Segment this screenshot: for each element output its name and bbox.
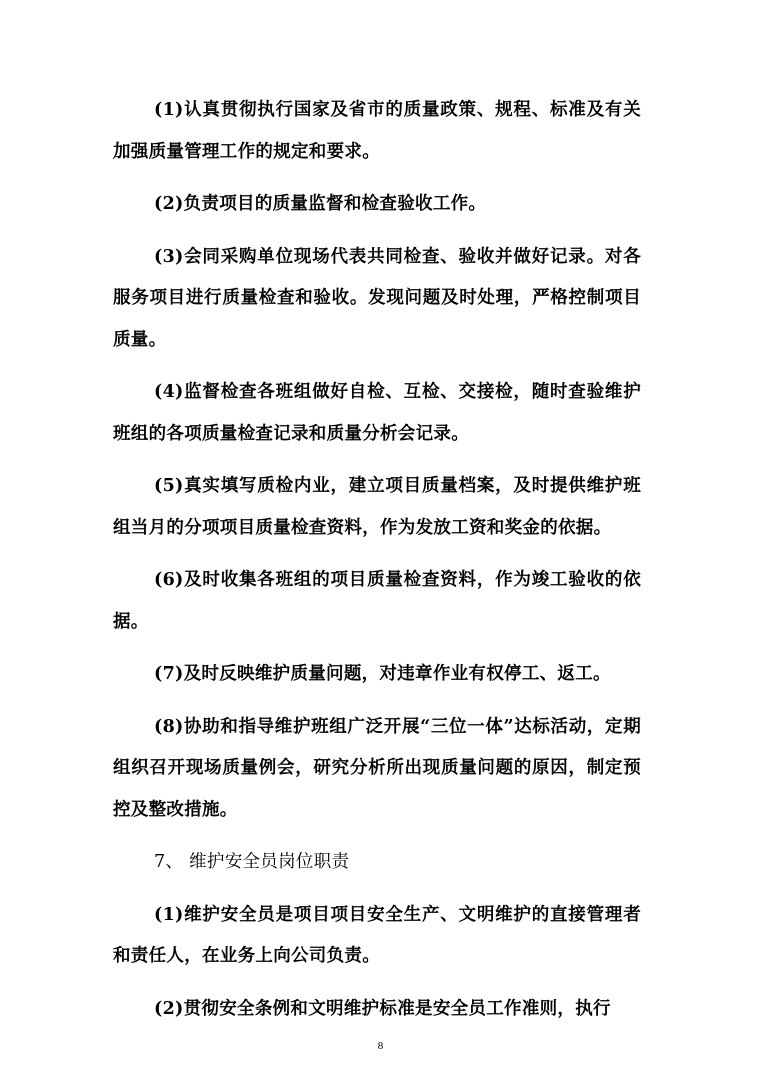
page-number: 8: [377, 1040, 384, 1052]
document-body: [113, 90, 641, 1041]
paragraph-5: (5)真实填写质检内业，建立项目质量档案，及时提供维护班组当月的分项项目质量检查资料，作为发放工资和奖金的依据。: [113, 476, 641, 538]
paragraph-1: (1)认真贯彻执行国家及省市的质量政策、规程、标准及有关加强质量管理工作的规定和要求。: [113, 100, 641, 162]
paragraph-2: (2)负责项目的质量监督和检查验收工作。: [154, 194, 487, 214]
paragraph-6: (6)及时收集各班组的项目质量检查资料，作为竣工验收的依据。: [113, 570, 641, 632]
paragraph-7: (7)及时反映维护质量问题，对违章作业有权停工、返工。: [154, 664, 611, 684]
section-paragraph-1: (1)维护安全员是项目项目安全生产、文明维护的直接管理者和责任人，在业务上向公司负责。: [113, 904, 641, 966]
paragraph-8: (8)协助和指导维护班组广泛开展“三位一体”达标活动，定期组织召开现场质量例会，研究分析所出现质量问题的原因，制定预控及整改措施。: [113, 716, 641, 820]
paragraph-3: (3)会同采购单位现场代表共同检查、验收并做好记录。对各服务项目进行质量检查和验收。发现问题及时处理，严格控制项目质量。: [113, 246, 641, 350]
section-paragraph-2: (2)贯彻安全条例和文明维护标准是安全员工作准则，执行: [154, 998, 611, 1019]
paragraph-4: (4)监督检查各班组做好自检、互检、交接检，随时查验维护班组的各项质量检查记录和质量分析会记录。: [113, 382, 641, 444]
section-heading: 7、 维护安全员岗位职责: [154, 852, 350, 872]
